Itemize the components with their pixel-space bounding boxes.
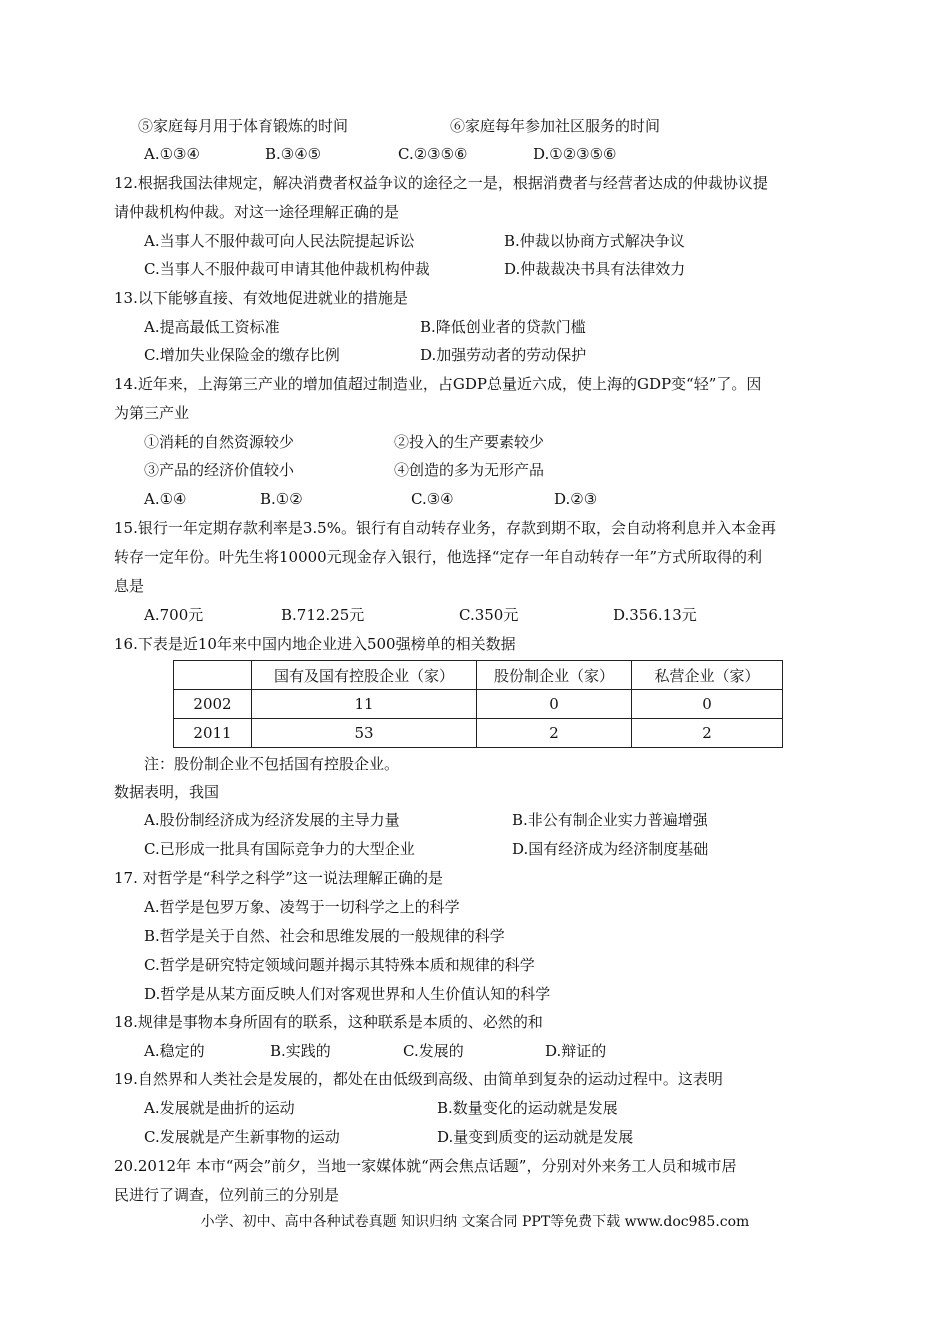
q15-stem-line2: 转存一定年份。叶先生将10000元现金存入银行，他选择“定存一年自动转存一年”方式所取得的利	[114, 548, 763, 566]
q14-item-4: ④创造的多为无形产品	[394, 461, 545, 479]
q20-stem-line2: 民进行了调查，位列前三的分别是	[114, 1186, 340, 1204]
table-cell: 2011	[174, 719, 252, 748]
q18-option-c: C.发展的	[403, 1042, 464, 1060]
q19-option-b: B.数量变化的运动就是发展	[437, 1099, 618, 1117]
table-cell: 2	[477, 719, 632, 748]
q12-option-d: D.仲裁裁决书具有法律效力	[504, 260, 686, 278]
q11-option-b: B.③④⑤	[265, 145, 322, 163]
table-header-cell: 股份制企业（家）	[477, 661, 632, 690]
q12-stem-line2: 请仲裁机构仲裁。对这一途径理解正确的是	[114, 203, 400, 221]
table-cell: 2	[632, 719, 783, 748]
q14-item-1: ①消耗的自然资源较少	[144, 433, 295, 451]
q14-option-b: B.①②	[260, 490, 303, 508]
q19-option-a: A.发展就是曲折的运动	[144, 1099, 295, 1117]
q16-option-c: C.已形成一批具有国际竞争力的大型企业	[144, 840, 415, 858]
q11-option-c: C.②③⑤⑥	[398, 145, 468, 163]
q17-stem: 17. 对哲学是“科学之科学”这一说法理解正确的是	[114, 869, 443, 887]
q11-item-5: ⑤家庭每月用于体育锻炼的时间	[138, 117, 349, 135]
table-row	[174, 719, 783, 748]
q13-option-d: D.加强劳动者的劳动保护	[420, 346, 587, 364]
q19-stem: 19.自然界和人类社会是发展的，都处在由低级到高级、由简单到复杂的运动过程中。这表明	[114, 1070, 723, 1088]
q13-option-c: C.增加失业保险金的缴存比例	[144, 346, 340, 364]
q17-option-b: B.哲学是关于自然、社会和思维发展的一般规律的科学	[144, 927, 505, 945]
q12-option-a: A.当事人不服仲裁可向人民法院提起诉讼	[144, 232, 415, 250]
q20-stem-line1: 20.2012年 本市“两会”前夕，当地一家媒体就“两会焦点话题”，分别对外来务工人员和城市居	[114, 1157, 737, 1175]
q19-option-d: D.量变到质变的运动就是发展	[437, 1128, 634, 1146]
table-header-cell	[174, 661, 252, 690]
table-row	[174, 690, 783, 719]
q15-option-b: B.712.25元	[281, 606, 365, 624]
page-footer: 小学、初中、高中各种试卷真题 知识归纳 文案合同 PPT等免费下载 www.doc985.com	[200, 1214, 750, 1230]
q14-item-2: ②投入的生产要素较少	[394, 433, 545, 451]
table-cell: 0	[477, 690, 632, 719]
table-header-cell: 私营企业（家）	[632, 661, 783, 690]
table-cell: 11	[252, 690, 477, 719]
q15-option-d: D.356.13元	[613, 606, 697, 624]
q13-stem: 13.以下能够直接、有效地促进就业的措施是	[114, 289, 408, 307]
q14-stem-line1: 14.近年来，上海第三产业的增加值超过制造业，占GDP总量近六成，使上海的GDP变“轻”了。因	[114, 375, 762, 393]
q15-option-a: A.700元	[144, 606, 204, 624]
q18-option-d: D.辩证的	[545, 1042, 607, 1060]
q16-note: 注：股份制企业不包括国有控股企业。	[144, 755, 400, 773]
table-header-cell: 国有及国有控股企业（家）	[252, 661, 477, 690]
q16-stem: 16.下表是近10年来中国内地企业进入500强榜单的相关数据	[114, 635, 516, 653]
q12-option-b: B.仲裁以协商方式解决争议	[504, 232, 685, 250]
q11-item-6: ⑥家庭每年参加社区服务的时间	[450, 117, 661, 135]
q16-option-d: D.国有经济成为经济制度基础	[512, 840, 709, 858]
q15-stem-line1: 15.银行一年定期存款利率是3.5%。银行有自动转存业务，存款到期不取，会自动将利息并入本金再	[114, 519, 776, 537]
q14-option-a: A.①④	[144, 490, 187, 508]
q16-option-a: A.股份制经济成为经济发展的主导力量	[144, 811, 400, 829]
table-cell: 53	[252, 719, 477, 748]
q15-option-c: C.350元	[459, 606, 519, 624]
q18-option-b: B.实践的	[270, 1042, 331, 1060]
q17-option-c: C.哲学是研究特定领域问题并揭示其特殊本质和规律的科学	[144, 956, 535, 974]
table-cell: 0	[632, 690, 783, 719]
q14-item-3: ③产品的经济价值较小	[144, 461, 295, 479]
q12-stem-line1: 12.根据我国法律规定，解决消费者权益争议的途径之一是，根据消费者与经营者达成的仲裁协议提	[114, 174, 768, 192]
q17-option-d: D.哲学是从某方面反映人们对客观世界和人生价值认知的科学	[144, 985, 551, 1003]
q18-option-a: A.稳定的	[144, 1042, 205, 1060]
q18-stem: 18.规律是事物本身所固有的联系，这种联系是本质的、必然的和	[114, 1013, 543, 1031]
q12-option-c: C.当事人不服仲裁可申请其他仲裁机构仲裁	[144, 260, 430, 278]
q17-option-a: A.哲学是包罗万象、凌驾于一切科学之上的科学	[144, 898, 460, 916]
q14-option-c: C.③④	[411, 490, 454, 508]
q14-stem-line2: 为第三产业	[114, 404, 190, 422]
q13-option-b: B.降低创业者的贷款门槛	[420, 318, 586, 336]
q11-option-d: D.①②③⑤⑥	[533, 145, 617, 163]
q19-option-c: C.发展就是产生新事物的运动	[144, 1128, 340, 1146]
enterprise-data-table	[173, 660, 783, 748]
q14-option-d: D.②③	[554, 490, 598, 508]
q15-stem-line3: 息是	[114, 577, 145, 595]
table-cell: 2002	[174, 690, 252, 719]
q11-option-a: A.①③④	[144, 145, 200, 163]
q16-option-b: B.非公有制企业实力普遍增强	[512, 811, 708, 829]
q13-option-a: A.提高最低工资标准	[144, 318, 280, 336]
table-header-row	[174, 661, 783, 690]
q16-lead: 数据表明，我国	[114, 783, 220, 801]
